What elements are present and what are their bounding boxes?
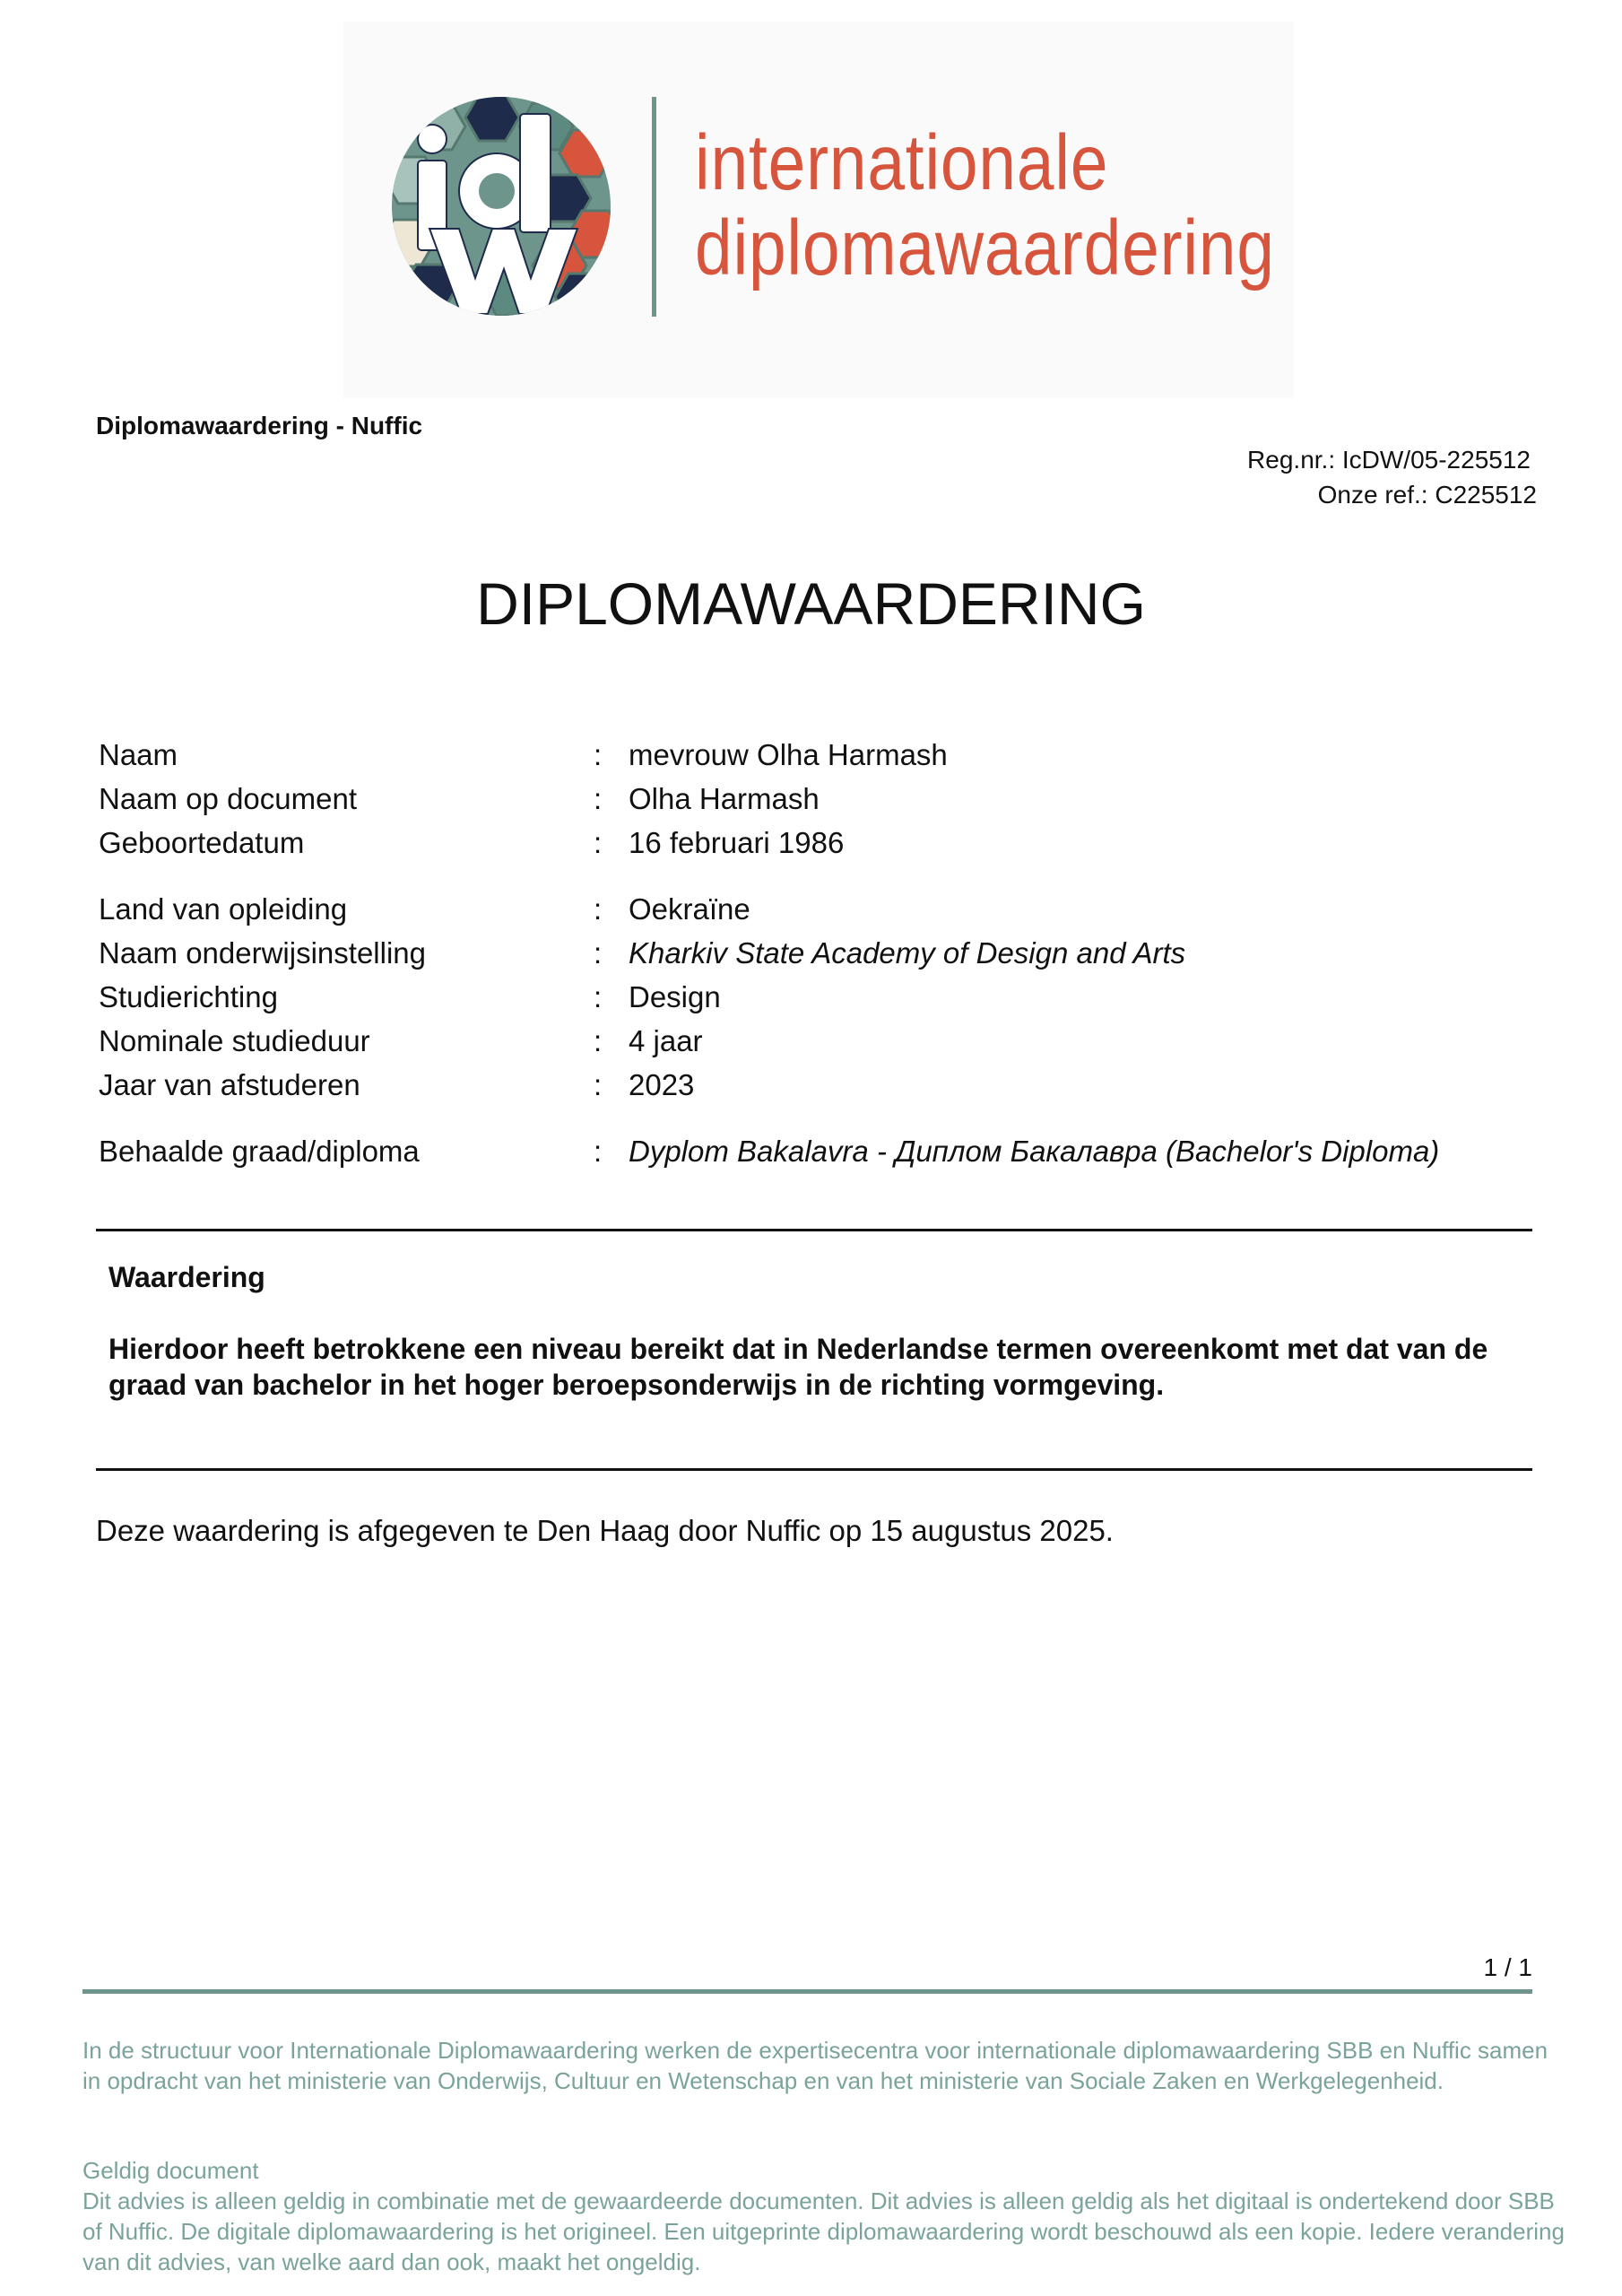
detail-value: 16 februari 1986 <box>629 826 845 859</box>
logo-text-line1: internationale <box>695 119 1109 206</box>
section-divider-bottom <box>96 1468 1532 1471</box>
detail-colon: : <box>594 1068 603 1101</box>
detail-colon: : <box>594 980 603 1013</box>
detail-colon: : <box>594 1024 603 1057</box>
detail-value: Design <box>629 980 721 1013</box>
detail-value: mevrouw Olha Harmash <box>629 738 948 771</box>
detail-colon: : <box>594 738 603 771</box>
detail-colon: : <box>594 892 603 926</box>
detail-value: Kharkiv State Academy of Design and Arts <box>629 936 1186 970</box>
document-title: DIPLOMAWAARDERING <box>476 570 1146 637</box>
detail-label: Behaalde graad/diploma <box>99 1135 420 1168</box>
detail-value: Dyplom Bakalavra - Диплом Бакалавра (Bachelor's Diploma) <box>629 1135 1440 1168</box>
detail-colon: : <box>594 826 603 859</box>
detail-label: Naam <box>99 738 178 771</box>
idw-logo-icon <box>389 94 613 318</box>
detail-label: Naam onderwijsinstelling <box>99 936 426 970</box>
waardering-title: Waardering <box>108 1261 265 1293</box>
detail-colon: : <box>594 782 603 815</box>
detail-label: Land van opleiding <box>99 892 348 926</box>
org-label: Diplomawaardering - Nuffic <box>96 412 423 439</box>
logo-divider <box>652 97 656 317</box>
footer-divider <box>82 1989 1532 1994</box>
footer-valid-title: Geldig document <box>82 2157 259 2184</box>
detail-value: Olha Harmash <box>629 782 820 815</box>
detail-label: Jaar van afstuderen <box>99 1068 360 1101</box>
detail-label: Studierichting <box>99 980 278 1013</box>
footer-valid-text: Dit advies is alleen geldig in combinatie met de gewaardeerde documenten. Dit advies is alleen geldig als het digitaal is ondertekend door SBB of Nuffic. De digitale diplomawaardering is het origineel. Een uitgeprinte diplomawaardering wordt beschouwd als een kopie. Iedere verandering van dit advies, van welke aard dan ook, maakt het ongeldig. <box>82 2187 1565 2275</box>
detail-value: 4 jaar <box>629 1024 703 1057</box>
detail-colon: : <box>594 936 603 970</box>
issued-statement: Deze waardering is afgegeven te Den Haag door Nuffic op 15 augustus 2025. <box>96 1514 1114 1547</box>
waardering-text: Hierdoor heeft betrokkene een niveau bereikt dat in Nederlandse termen overeenkomt met dat van de graad van bachelor in het hoger beroepsonderwijs in de richting vormgeving. <box>108 1333 1488 1401</box>
detail-label: Geboortedatum <box>99 826 305 859</box>
detail-value: 2023 <box>629 1068 695 1101</box>
detail-colon: : <box>594 1135 603 1168</box>
logo-text-line2: diplomawaardering <box>695 204 1275 291</box>
detail-value: Oekraïne <box>629 892 750 926</box>
page-number: 1 / 1 <box>1483 1953 1532 1981</box>
detail-label: Naam op document <box>99 782 357 815</box>
section-divider-top <box>96 1229 1532 1231</box>
reference-number: Onze ref.: C225512 <box>1317 481 1537 509</box>
detail-label: Nominale studieduur <box>99 1024 370 1057</box>
footer-structure-text: In de structuur voor Internationale Diplomawaardering werken de expertisecentra voor internationale diplomawaardering SBB en Nuffic samen in opdracht van het ministerie van Onderwijs, Cultuur en Wetenschap en van het ministerie van Sociale Zaken en Werkgelegenheid. <box>82 2037 1548 2094</box>
registration-number: Reg.nr.: IcDW/05-225512 <box>1247 446 1531 474</box>
